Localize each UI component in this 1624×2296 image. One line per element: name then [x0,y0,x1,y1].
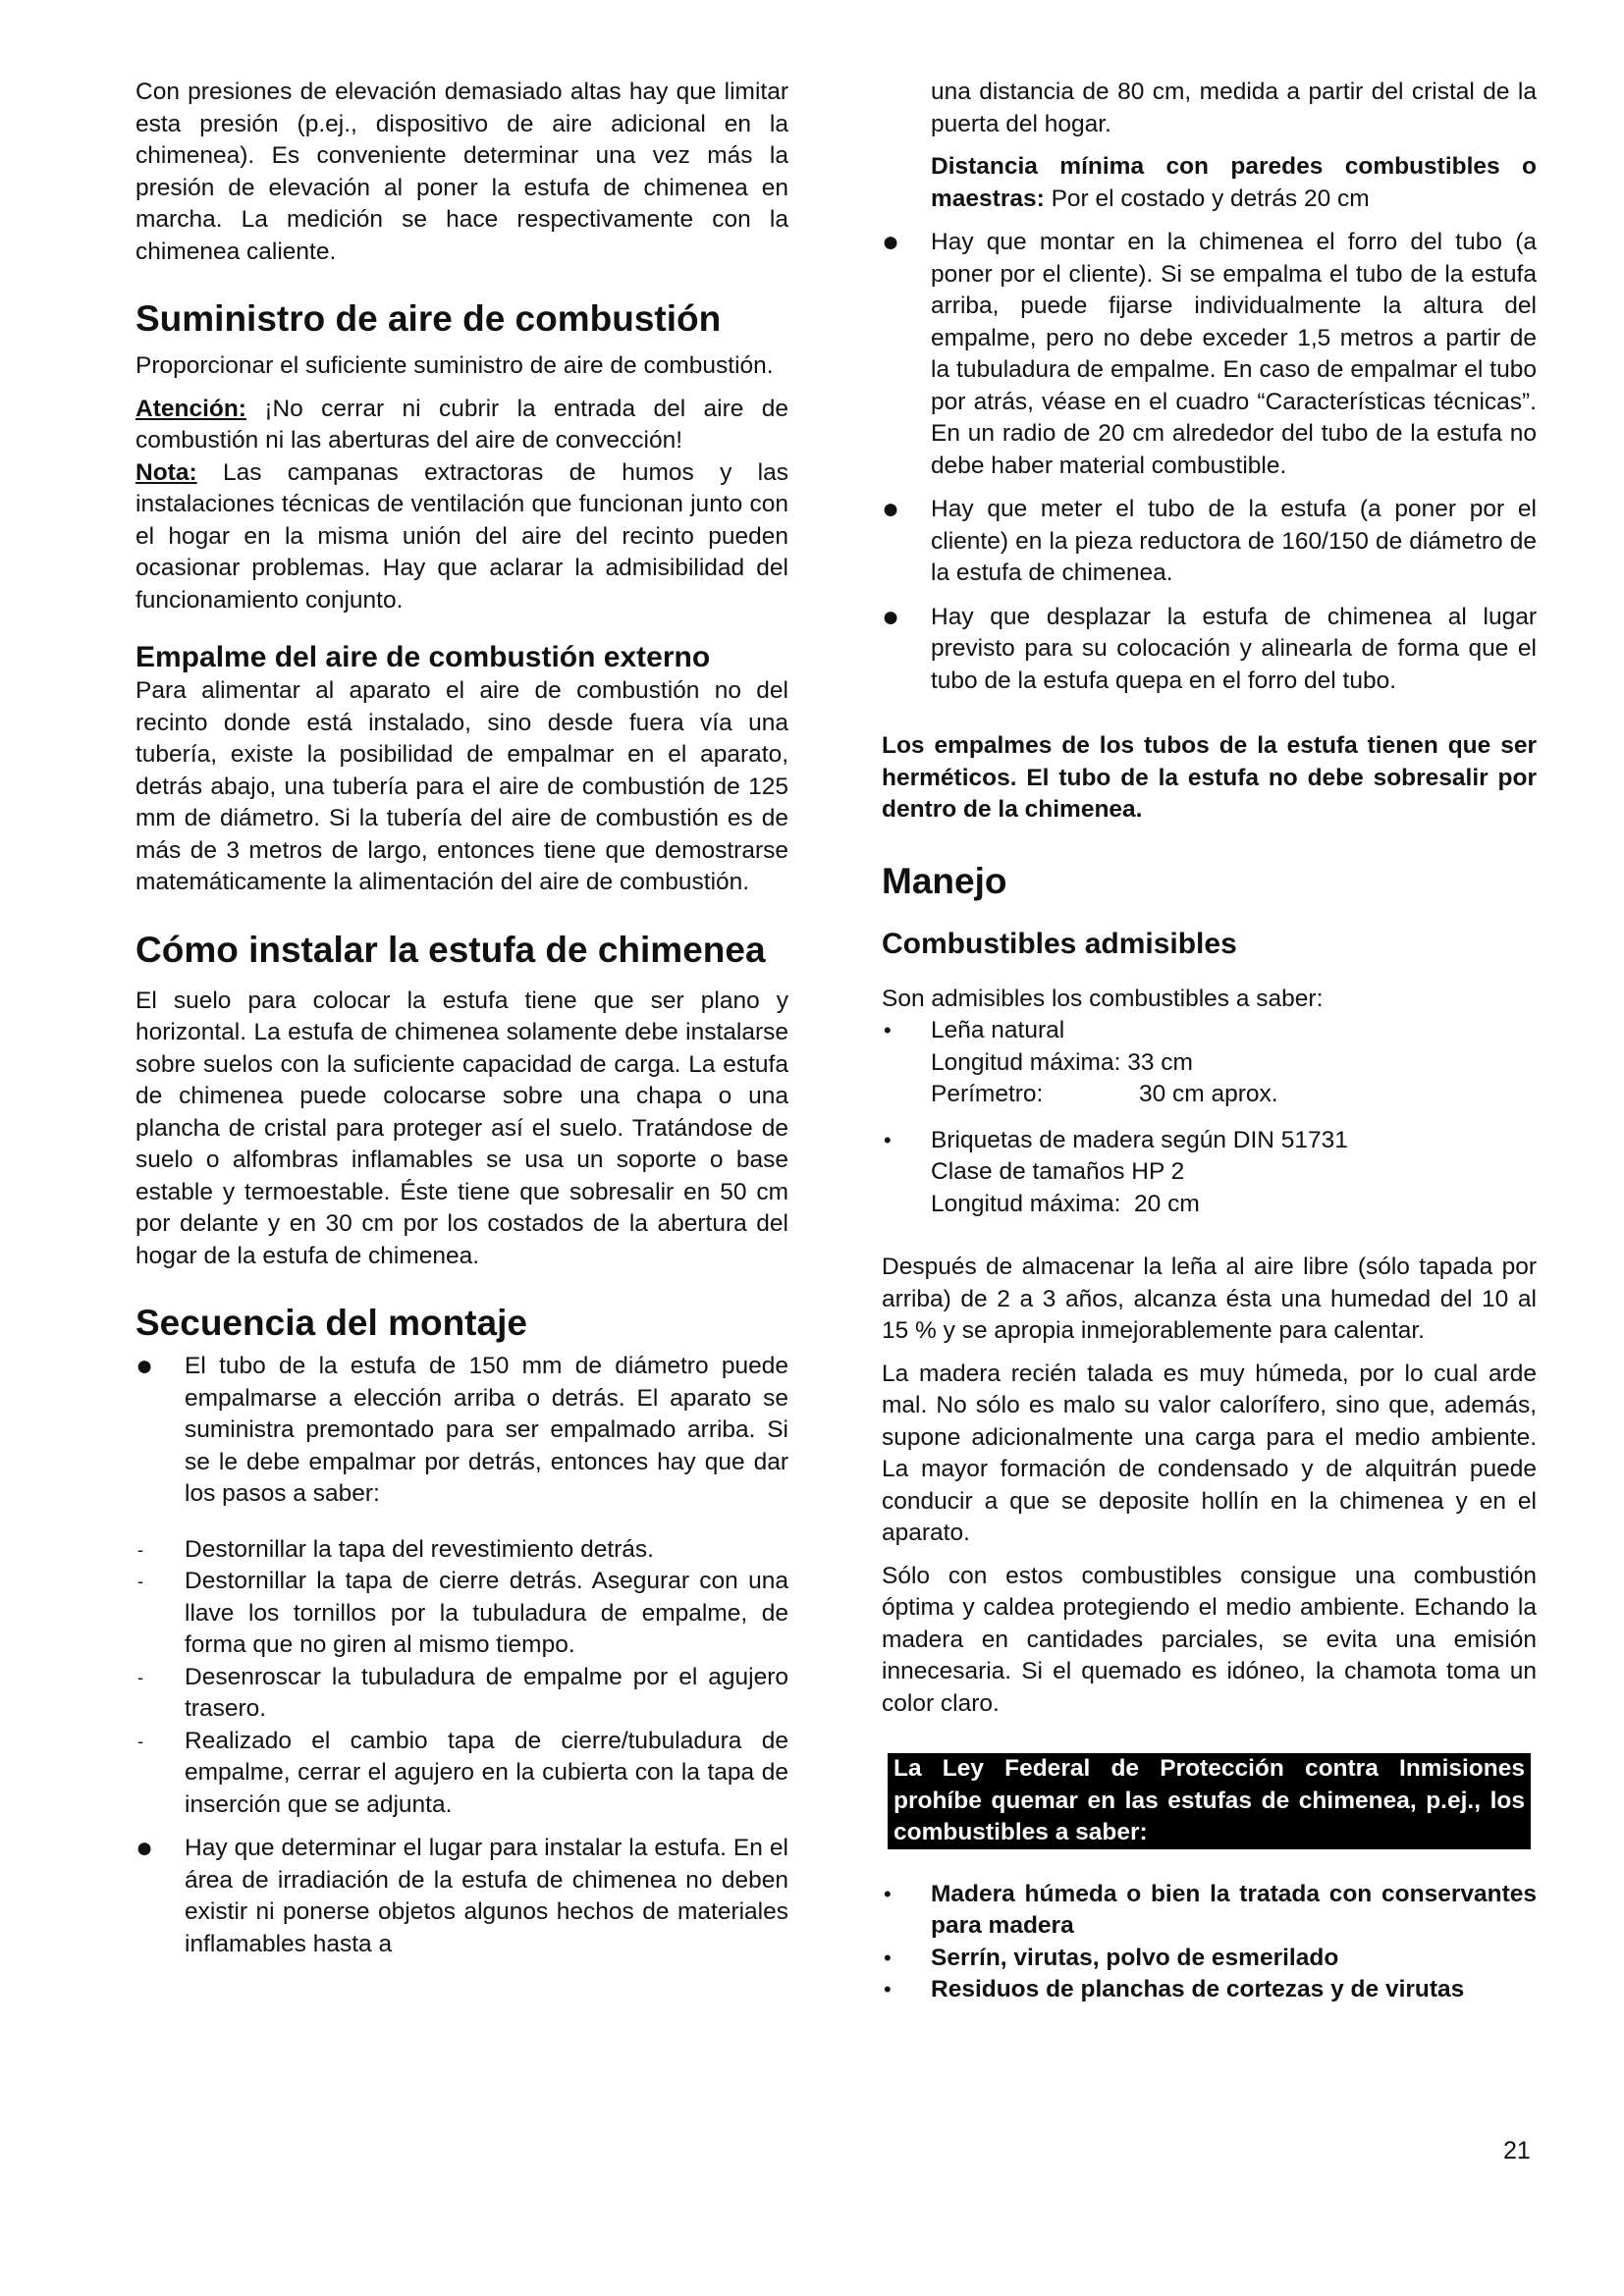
distancia-paragraph [931,151,1537,215]
fuel-item [882,1125,1537,1221]
dash-icon: - [137,1572,143,1591]
fuel-detail-label: Longitud máxima: [931,1190,1121,1217]
forbidden-item [882,1943,1537,1975]
atencion-paragraph [135,394,788,457]
suministro-paragraph: Proporcionar el suficiente suministro de aire de combustión. [135,352,774,379]
bullet-icon: • [884,1018,892,1042]
list-item [135,1726,788,1822]
fuel-detail-value: 20 cm [1134,1190,1200,1217]
bold-warning: Los empalmes de los tubos de la estufa tienen que ser herméticos. El tubo de la estufa no debe sobresalir por dentro de la chimenea. [882,732,1537,823]
list-item-text: Destornillar la tapa de cierre detrás. Asegurar con una llave los tornillos por la tubuladura de empalme, de forma que no giren al mismo tiempo. [185,1568,788,1658]
dash-icon: - [137,1731,143,1751]
solo-paragraph: Sólo con estos combustibles consigue una combustión óptima y caldea protegiendo el medio ambiente. Echando la madera en cantidades parciales, se evita una emisión innecesaria. Si el quemado es idóneo, la chamota toma un color claro. [882,1562,1537,1717]
list-item-text: Hay que montar en la chimenea el forro del tubo (a poner por el cliente). Si se empalma el tubo de la estufa arriba, puede fijarse individualmente la altura del empalme, pero no debe exceder 1,5 metros a partir de la tubuladura de empalme. En caso de empalmar el tubo por atrás, véase en el cuadro “Características técnicas”. En un radio de 20 cm alrededor del tubo de la estufa no debe haber material combustible. [931,229,1537,479]
heading-secuencia: Secuencia del montaje [135,1303,527,1343]
list-item-text: Destornillar la tapa del revestimiento detrás. [185,1535,654,1563]
fuel-detail-value: 30 cm aprox. [1139,1081,1278,1107]
bullet-icon: ● [882,600,900,633]
como-paragraph: El suelo para colocar la estufa tiene que ser plano y horizontal. La estufa de chimenea solamente debe instalarse sobre suelos con la suficiente capacidad de carga. La estufa de chimenea puede colocarse sobre una chapa o una plancha de cristal para proteger así el suelo. Tratándose de suelo o alfombras inflamables se usa un soporte o base estable y termoestable. Éste tiene que sobresalir en 50 cm por delante y en 30 cm por los costados de la abertura del hogar de la estufa de chimenea. [135,987,788,1269]
bullet-icon: ● [882,226,900,258]
forbidden-item-text: Serrín, virutas, polvo de esmerilado [931,1944,1339,1971]
right-column [882,77,1537,2006]
nota-paragraph [135,457,788,617]
continued-paragraph: una distancia de 80 cm, medida a partir del cristal de la puerta del hogar. [931,79,1537,137]
bullet-icon: ● [135,1832,154,1864]
forbidden-item-text: Residuos de planchas de cortezas y de virutas [931,1976,1465,2002]
list-item [882,227,1537,482]
list-item-text: Hay que desplazar la estufa de chimenea al lugar previsto para su colocación y alinearla de forma que el tubo de la estufa quepa en el forro del tubo. [931,603,1537,694]
atencion-label: Atención: [135,395,246,422]
fuel-detail-value: 33 cm [1127,1048,1193,1076]
list-item-text: Hay que meter el tubo de la estufa (a poner por el cliente) en la pieza reductora de 160/150 de diámetro de la estufa de chimenea. [931,496,1537,586]
distancia-text: Por el costado y detrás 20 cm [1044,185,1370,212]
atencion-text: ¡No cerrar ni cubrir la entrada del aire de combustión ni las aberturas del aire de convección! [135,395,788,454]
forbidden-item-text: Madera húmeda o bien la tratada con conservantes para madera [931,1880,1537,1939]
dash-icon: - [137,1667,143,1687]
list-item [882,602,1537,698]
list-item [135,1833,788,1960]
warning-banner [888,1753,1531,1849]
list-item [135,1566,788,1662]
list-item-text: Desenroscar la tubuladura de empalme por el agujero trasero. [185,1663,788,1722]
continued-item [882,77,1537,215]
fuel-detail-label: Perímetro: [931,1081,1044,1107]
list-item-text: Hay que determinar el lugar para instalar la estufa. En el área de irradiación de la estufa de chimenea no deben existir ni ponerse objetos algunos hechos de materiales inflamables hasta a [185,1835,788,1957]
intro-paragraph: Con presiones de elevación demasiado altas hay que limitar esta presión (p.ej., dispositivo de aire adicional en la chimenea). Es conveniente determinar una vez más la presión de elevación al poner la estufa de chimenea en marcha. La medición se hace respectivamente con la chimenea caliente. [135,79,788,265]
fuel-detail [931,1189,1537,1221]
list-item [135,1662,788,1726]
heading-empalme: Empalme del aire de combustión externo [135,641,711,673]
list-item [135,1351,788,1511]
bullet-icon: ● [135,1350,154,1382]
fuel-name: Leña natural [931,1017,1065,1043]
list-item-text: Realizado el cambio tapa de cierre/tubuladura de empalme, cerrar el agujero en la cubierta con la tapa de inserción que se adjunta. [185,1727,788,1818]
left-column [135,77,788,1960]
fuel-detail [931,1047,1537,1080]
fuel-item [882,1015,1537,1111]
list-item [882,494,1537,590]
heading-manejo: Manejo [882,860,1007,901]
bullet-icon: • [884,1977,892,2002]
distancia-label: Distancia mínima con paredes combustibles o maestras: [931,153,1537,212]
fuel-detail [931,1079,1537,1111]
dash-icon: - [137,1539,143,1560]
almacenar-paragraph: Después de almacenar la leña al aire libre (sólo tapada por arriba) de 2 a 3 años, alcanza ésta una humedad del 10 al 15 % y se apropia inmejorablemente para calentar. [882,1254,1537,1344]
list-item [135,1534,788,1567]
nota-label: Nota: [135,458,197,486]
heading-como-instalar: Cómo instalar la estufa de chimenea [135,929,766,970]
combustibles-intro: Son admisibles los combustibles a saber: [882,985,1324,1012]
fuel-detail: Clase de tamaños HP 2 [931,1158,1185,1185]
list-item-text: El tubo de la estufa de 150 mm de diámetro puede empalmarse a elección arriba o detrás. El aparato se suministra premontado para ser empalmado arriba. Si se le debe empalmar por detrás, entonces hay que dar los pasos a saber: [185,1353,788,1507]
page-number: 21 [1503,2137,1531,2164]
forbidden-item [882,1974,1537,2006]
warning-banner-text: La Ley Federal de Protección contra Inmisiones prohíbe quemar en las estufas de chimenea, p.ej., los combustibles a saber: [893,1755,1525,1845]
bullet-icon: • [884,1881,892,1906]
bullet-icon: • [884,1945,892,1970]
heading-suministro: Suministro de aire de combustión [135,298,722,339]
fuel-name: Briquetas de madera según DIN 51731 [931,1126,1348,1153]
nota-text: Las campanas extractoras de humos y las instalaciones técnicas de ventilación que funcionan junto con el hogar en la misma unión del aire del recinto pueden ocasionar problemas. Hay que aclarar la admisibilidad del funcionamiento conjunto. [135,458,788,614]
bullet-icon: • [884,1127,892,1152]
heading-combustibles: Combustibles admisibles [882,927,1237,960]
madera-paragraph: La madera recién talada es muy húmeda, por lo cual arde mal. No sólo es malo su valor calorífero, sino que, además, supone adicionalmente una carga para el medio ambiente. La mayor formación de condensado y de alquitrán puede conducir a que se deposite hollín en la chimenea y en el aparato. [882,1360,1537,1546]
fuel-detail-label: Longitud máxima: [931,1048,1121,1076]
forbidden-item [882,1879,1537,1943]
empalme-paragraph: Para alimentar al aparato el aire de combustión no del recinto donde está instalado, sino desde fuera vía una tubería, existe la posibilidad de empalmar en el aparato, detrás abajo, una tubería para el aire de combustión de 125 mm de diámetro. Si la tubería del aire de combustión es de más de 3 metros de largo, entonces tiene que demostrarse matemáticamente la alimentación del aire de combustión. [135,677,788,895]
bullet-icon: ● [882,493,900,525]
